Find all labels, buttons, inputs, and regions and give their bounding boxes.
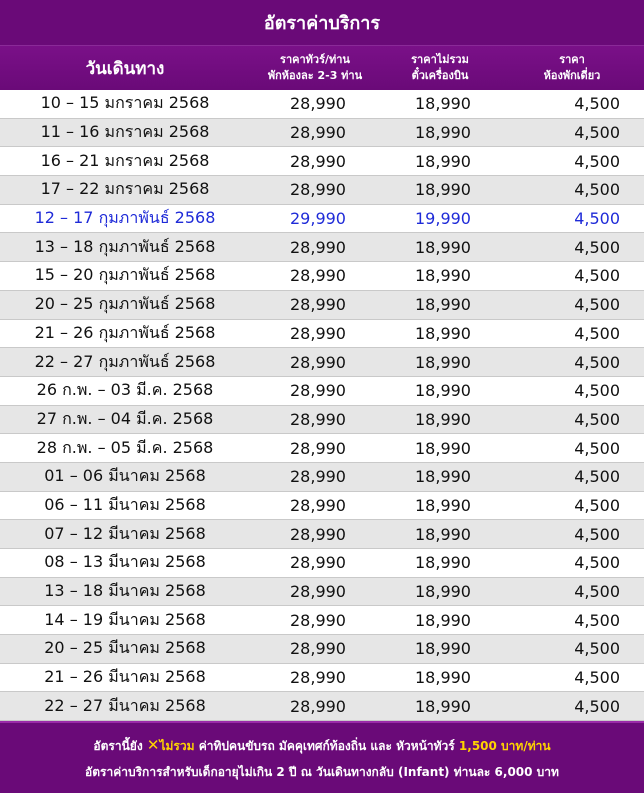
cross-icon: ✕: [146, 735, 160, 754]
header-no-ticket-price: [380, 52, 500, 84]
cell-single-room-price: 4,500: [574, 582, 620, 602]
cell-single-room-price: 4,500: [574, 323, 620, 343]
cell-tour-price: 28,990: [290, 582, 346, 602]
cell-single-room-price: 4,500: [574, 123, 620, 143]
cell-single-room-price: 4,500: [574, 209, 620, 229]
cell-travel-date: 10 – 15 มกราคม 2568: [40, 93, 210, 113]
table-row: [0, 320, 644, 349]
table-row: [0, 262, 644, 291]
cell-no-ticket-price: 19,990: [415, 209, 471, 229]
cell-single-room-price: 4,500: [574, 381, 620, 401]
cell-no-ticket-price: 18,990: [415, 553, 471, 573]
cell-no-ticket-price: 18,990: [415, 266, 471, 286]
footer-notes: [0, 721, 644, 793]
cell-tour-price: 28,990: [290, 696, 346, 716]
table-row: [0, 119, 644, 148]
cell-tour-price: 29,990: [290, 209, 346, 229]
cell-tour-price: 28,990: [290, 94, 346, 114]
cell-no-ticket-price: 18,990: [415, 94, 471, 114]
cell-no-ticket-price: 18,990: [415, 295, 471, 315]
header-single-room-line2: ห้องพักเดี่ยว: [543, 69, 601, 82]
cell-single-room-price: 4,500: [574, 668, 620, 688]
cell-tour-price: 28,990: [290, 553, 346, 573]
cell-tour-price: 28,990: [290, 352, 346, 372]
cell-tour-price: 28,990: [290, 123, 346, 143]
cell-travel-date: 26 ก.พ. – 03 มี.ค. 2568: [36, 380, 214, 400]
header-tour-price-line2: พักห้องละ 2-3 ท่าน: [267, 69, 363, 82]
cell-no-ticket-price: 18,990: [415, 151, 471, 171]
table-row: [0, 205, 644, 234]
table-header: [0, 46, 644, 90]
table-row: [0, 406, 644, 435]
cell-single-room-price: 4,500: [574, 610, 620, 630]
cell-travel-date: 08 – 13 มีนาคม 2568: [44, 552, 206, 572]
cell-tour-price: 28,990: [290, 151, 346, 171]
table-row: [0, 233, 644, 262]
cell-single-room-price: 4,500: [574, 151, 620, 171]
cell-travel-date: 22 – 27 กุมภาพันธ์ 2568: [34, 351, 216, 371]
table-row: [0, 291, 644, 320]
table-row: [0, 492, 644, 521]
cell-no-ticket-price: 18,990: [415, 352, 471, 372]
page-title: อัตราค่าบริการ: [0, 0, 644, 46]
cell-no-ticket-price: 18,990: [415, 524, 471, 544]
cell-no-ticket-price: 18,990: [415, 639, 471, 659]
cell-tour-price: 28,990: [290, 266, 346, 286]
cell-no-ticket-price: 18,990: [415, 696, 471, 716]
price-rows: [0, 90, 644, 721]
cell-travel-date: 06 – 11 มีนาคม 2568: [44, 494, 206, 514]
cell-travel-date: 27 ก.พ. – 04 มี.ค. 2568: [36, 408, 214, 428]
footer-amount: 1,500 บาท/ท่าน: [458, 738, 551, 753]
cell-tour-price: 28,990: [290, 467, 346, 487]
cell-single-room-price: 4,500: [574, 352, 620, 372]
cell-tour-price: 28,990: [290, 438, 346, 458]
cell-no-ticket-price: 18,990: [415, 582, 471, 602]
cell-travel-date: 21 – 26 กุมภาพันธ์ 2568: [34, 322, 216, 342]
table-row: [0, 520, 644, 549]
header-tour-price-line1: ราคาทัวร์/ท่าน: [280, 53, 350, 66]
table-row: [0, 434, 644, 463]
cell-travel-date: 13 – 18 มีนาคม 2568: [44, 581, 206, 601]
cell-tour-price: 28,990: [290, 668, 346, 688]
cell-travel-date: 20 – 25 มีนาคม 2568: [44, 638, 206, 658]
table-row: [0, 147, 644, 176]
cell-travel-date: 21 – 26 มีนาคม 2568: [44, 667, 206, 687]
cell-tour-price: 28,990: [290, 180, 346, 200]
cell-single-room-price: 4,500: [574, 180, 620, 200]
cell-no-ticket-price: 18,990: [415, 610, 471, 630]
table-row: [0, 692, 644, 721]
cell-travel-date: 22 – 27 มีนาคม 2568: [44, 695, 206, 715]
footer-not-included: ไม่รวม: [159, 738, 195, 753]
cell-travel-date: 12 – 17 กุมภาพันธ์ 2568: [34, 208, 216, 228]
cell-single-room-price: 4,500: [574, 295, 620, 315]
cell-single-room-price: 4,500: [574, 266, 620, 286]
cell-no-ticket-price: 18,990: [415, 180, 471, 200]
cell-tour-price: 28,990: [290, 639, 346, 659]
cell-tour-price: 28,990: [290, 495, 346, 515]
cell-single-room-price: 4,500: [574, 94, 620, 114]
cell-travel-date: 07 – 12 มีนาคม 2568: [44, 523, 206, 543]
cell-tour-price: 28,990: [290, 323, 346, 343]
table-row: [0, 578, 644, 607]
footer-middle: ค่าทิปคนขับรถ มัคคุเทศก์ท้องถิ่น และ หัวหน้าทัวร์: [198, 738, 455, 753]
cell-no-ticket-price: 18,990: [415, 467, 471, 487]
cell-tour-price: 28,990: [290, 381, 346, 401]
footer-prefix: อัตรานี้ยัง: [93, 738, 143, 753]
table-row: [0, 549, 644, 578]
cell-single-room-price: 4,500: [574, 237, 620, 257]
header-single-room-line1: ราคา: [559, 53, 585, 66]
cell-tour-price: 28,990: [290, 524, 346, 544]
cell-single-room-price: 4,500: [574, 696, 620, 716]
cell-travel-date: 28 ก.พ. – 05 มี.ค. 2568: [36, 437, 214, 457]
cell-no-ticket-price: 18,990: [415, 495, 471, 515]
header-no-ticket-line2: ตั๋วเครื่องบิน: [411, 69, 469, 82]
cell-travel-date: 13 – 18 กุมภาพันธ์ 2568: [34, 236, 216, 256]
table-row: [0, 463, 644, 492]
cell-travel-date: 20 – 25 กุมภาพันธ์ 2568: [34, 294, 216, 314]
cell-travel-date: 16 – 21 มกราคม 2568: [40, 150, 210, 170]
cell-single-room-price: 4,500: [574, 639, 620, 659]
table-row: [0, 606, 644, 635]
cell-travel-date: 11 – 16 มกราคม 2568: [40, 122, 210, 142]
cell-no-ticket-price: 18,990: [415, 409, 471, 429]
cell-no-ticket-price: 18,990: [415, 323, 471, 343]
cell-tour-price: 28,990: [290, 610, 346, 630]
cell-single-room-price: 4,500: [574, 524, 620, 544]
cell-no-ticket-price: 18,990: [415, 237, 471, 257]
table-row: [0, 90, 644, 119]
table-row: [0, 635, 644, 664]
cell-travel-date: 15 – 20 กุมภาพันธ์ 2568: [34, 265, 216, 285]
footer-line-1: [93, 732, 550, 759]
cell-no-ticket-price: 18,990: [415, 438, 471, 458]
cell-travel-date: 17 – 22 มกราคม 2568: [40, 179, 210, 199]
header-tour-price: [250, 52, 380, 84]
cell-travel-date: 01 – 06 มีนาคม 2568: [44, 466, 206, 486]
cell-no-ticket-price: 18,990: [415, 123, 471, 143]
cell-single-room-price: 4,500: [574, 553, 620, 573]
header-travel-date: วันเดินทาง: [85, 58, 165, 79]
cell-no-ticket-price: 18,990: [415, 381, 471, 401]
cell-tour-price: 28,990: [290, 409, 346, 429]
header-single-room: [500, 52, 644, 84]
footer-line-2: อัตราค่าบริการสำหรับเด็กอายุไม่เกิน 2 ปี ณ วันเดินทางกลับ (Infant) ท่านละ 6,000 บาท: [85, 764, 559, 779]
table-row: [0, 348, 644, 377]
cell-tour-price: 28,990: [290, 295, 346, 315]
cell-travel-date: 14 – 19 มีนาคม 2568: [44, 609, 206, 629]
cell-no-ticket-price: 18,990: [415, 668, 471, 688]
cell-tour-price: 28,990: [290, 237, 346, 257]
cell-single-room-price: 4,500: [574, 409, 620, 429]
cell-single-room-price: 4,500: [574, 467, 620, 487]
cell-single-room-price: 4,500: [574, 495, 620, 515]
table-row: [0, 176, 644, 205]
table-row: [0, 377, 644, 406]
cell-single-room-price: 4,500: [574, 438, 620, 458]
header-no-ticket-line1: ราคาไม่รวม: [411, 53, 469, 66]
table-row: [0, 664, 644, 693]
